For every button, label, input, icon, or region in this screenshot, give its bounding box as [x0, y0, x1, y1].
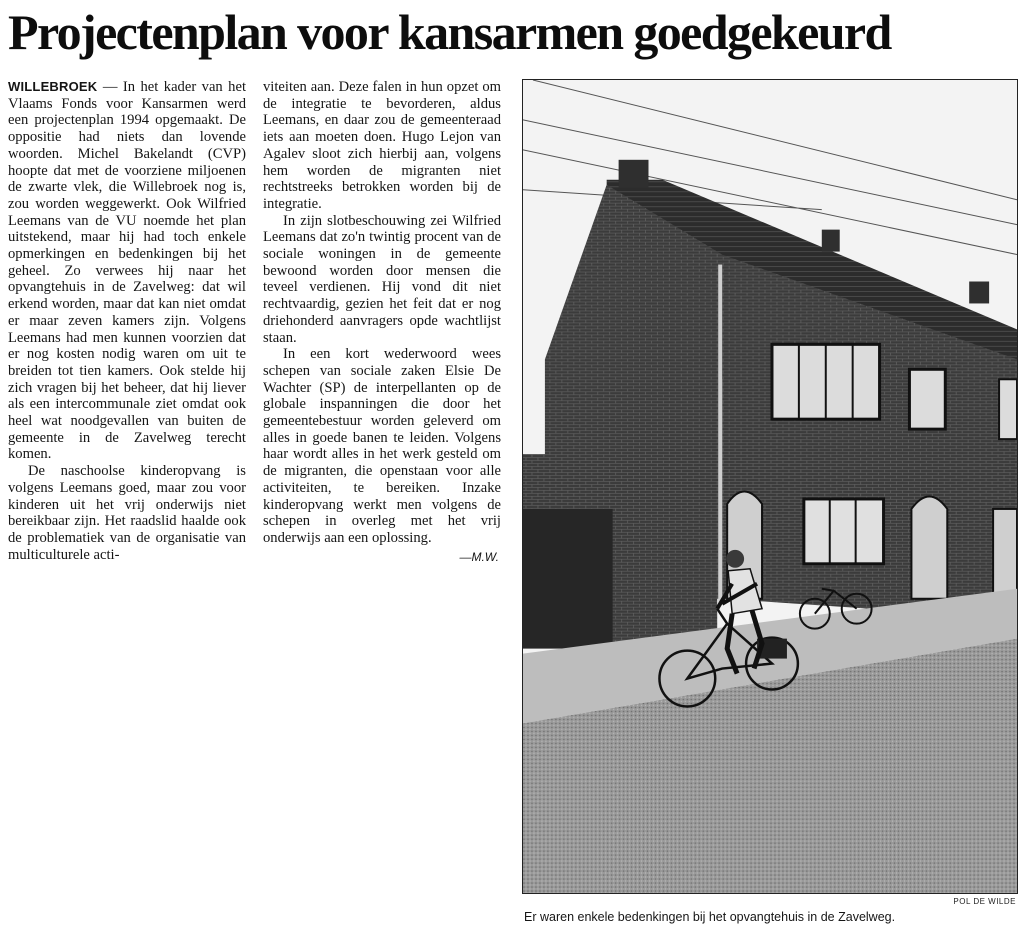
paragraph	[8, 79, 246, 463]
article-column-1	[8, 79, 246, 563]
paragraph: De naschoolse kinderopvang is volgens Leemans goed, maar zou voor kinderen uit het vrij onderwijs niet bereikbaar zijn. Het raadslid haalde ook de problematiek van de organisatie van multiculturele acti-	[8, 463, 246, 563]
article-column-2	[263, 79, 501, 565]
dateline: WILLEBROEK	[8, 79, 98, 94]
paragraph: In een kort wederwoord wees schepen van sociale zaken Elsie De Wachter (SP) de interpellanten op de globale inspanningen die door het gemeentebestuur worden geleverd om alles in goede banen te leiden. Volgens haar wordt alles in het werk gesteld om de migranten, die openstaan voor alle activiteiten, te bereiken. Inzake kinderopvang werkt men volgens de schepen in overleg met het vrij onderwijs aan een oplossing.	[263, 346, 501, 546]
house-photo-illustration	[523, 80, 1017, 893]
photo-credit: POL DE WILDE	[953, 897, 1016, 906]
headline: Projectenplan voor kansarmen goedgekeurd	[8, 4, 891, 60]
paragraph: In zijn slotbeschouwing zei Wilfried Leemans dat zo'n twintig procent van de sociale woningen in de gemeente bewoond worden door mensen die teveel verdienen. Hij vond dit niet rechtvaardig, gezien het feit dat er nog driehonderd aanvragers opde wachtlijst staan.	[263, 212, 501, 346]
photo-caption: Er waren enkele bedenkingen bij het opvangtehuis in de Zavelweg.	[524, 910, 896, 924]
byline: —M.W.	[459, 549, 499, 564]
paragraph: viteiten aan. Deze falen in hun opzet om de integratie te bevorderen, aldus Leemans, en daar zou de gemeenteraad iets aan moeten doen. Hugo Lejon van Agalev sloot zich hierbij aan, volgens hem worden de migranten niet rechtstreeks betrokken worden bij de integratie.	[263, 79, 501, 212]
paragraph-text: — In het kader van het Vlaams Fonds voor Kansarmen werd een projectenplan 1994 opgemaakt. De oppositie had niets dan lovende woorden. Michel Bakelandt (CVP) hoopte dat met de voorziene miljoenen de zwarte vlek, die Willebroek nog is, zou worden weggewerkt. Ook Wilfried Leemans van de VU noemde het plan uitstekend, maar hij had toch enkele opmerkingen en bedenkingen bij het geheel. Zo verwees hij naar het opvangtehuis in de Zavelweg: dat wil erkend worden, maar dat kan niet omdat er maar zeven kamers zijn. Volgens Leemans had men kunnen voorzien dat er nog kosten nodig waren om uit te breiden tot tien kamers. Ook stelde hij zich vragen bij het beheer, dat hij liever als een intercommunale ziet omdat ook heel wat noodgevallen van buiten de gemeente in de Zavelweg terecht komen.	[8, 79, 246, 463]
news-photo	[522, 79, 1018, 894]
